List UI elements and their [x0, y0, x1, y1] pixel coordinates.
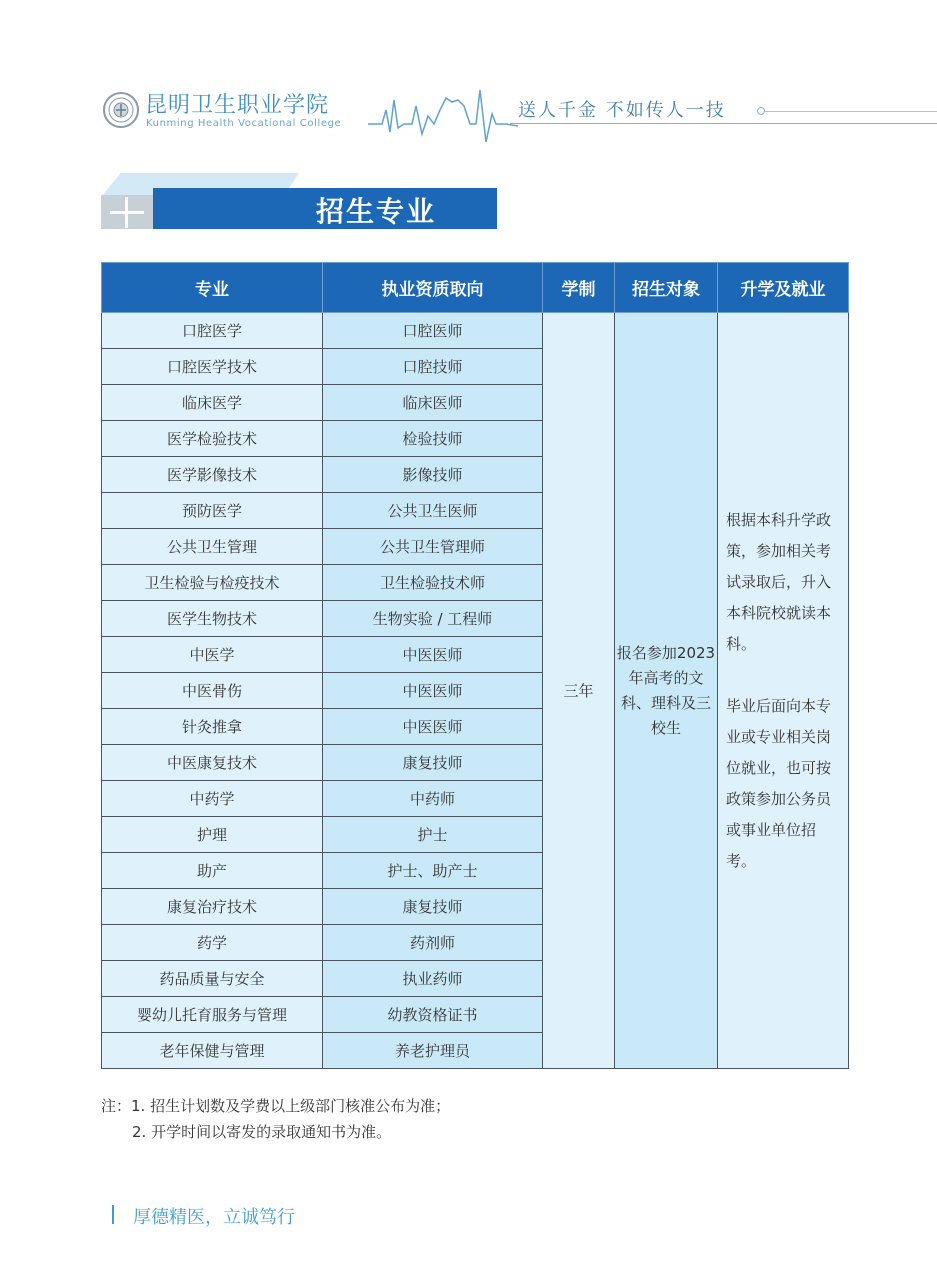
duration-cell: 三年 — [543, 313, 615, 1069]
major-cell: 中医骨伤 — [102, 673, 323, 709]
qualification-cell: 临床医师 — [323, 385, 543, 421]
header-qualification: 执业资质取向 — [323, 263, 543, 313]
target-cell: 报名参加2023年高考的文科、理科及三校生 — [615, 313, 718, 1069]
major-cell: 中药学 — [102, 781, 323, 817]
qualification-cell: 公共卫生医师 — [323, 493, 543, 529]
header-major: 专业 — [102, 263, 323, 313]
qualification-cell: 护士、助产士 — [323, 853, 543, 889]
table-row — [102, 313, 849, 349]
qualification-cell: 中医医师 — [323, 673, 543, 709]
section-title: 招生专业 — [316, 195, 437, 228]
qualification-cell: 养老护理员 — [323, 1033, 543, 1069]
major-cell: 医学生物技术 — [102, 601, 323, 637]
slogan-underline — [510, 123, 937, 124]
note-text-1: 1. 招生计划数及学费以上级部门核准公布为准； — [131, 1097, 451, 1115]
qualification-cell: 口腔医师 — [323, 313, 543, 349]
major-cell: 公共卫生管理 — [102, 529, 323, 565]
note-text-2: 2. 开学时间以寄发的录取通知书为准。 — [132, 1123, 392, 1141]
table-header-row — [102, 263, 849, 313]
header-target: 招生对象 — [615, 263, 718, 313]
note-line-1 — [101, 1093, 450, 1119]
note-label: 注： — [101, 1097, 132, 1115]
major-cell: 卫生检验与检疫技术 — [102, 565, 323, 601]
slogan-tail-line — [765, 111, 937, 112]
major-cell: 康复治疗技术 — [102, 889, 323, 925]
major-cell: 中医学 — [102, 637, 323, 673]
qualification-cell: 公共卫生管理师 — [323, 529, 543, 565]
majors-table — [101, 262, 849, 1069]
major-cell: 护理 — [102, 817, 323, 853]
major-cell: 医学检验技术 — [102, 421, 323, 457]
qualification-cell: 中医医师 — [323, 709, 543, 745]
major-cell: 助产 — [102, 853, 323, 889]
slogan-dot-icon — [757, 107, 765, 115]
slogan: 送人千金 不如传人一技 — [518, 100, 726, 121]
qualification-cell: 药剂师 — [323, 925, 543, 961]
major-cell: 口腔医学 — [102, 313, 323, 349]
qualification-cell: 康复技师 — [323, 745, 543, 781]
major-cell: 药品质量与安全 — [102, 961, 323, 997]
career-paragraph-1: 根据本科升学政策，参加相关考试录取后，升入本科院校就读本科。 — [726, 510, 832, 653]
major-cell: 中医康复技术 — [102, 745, 323, 781]
major-cell: 口腔医学技术 — [102, 349, 323, 385]
major-cell: 针灸推拿 — [102, 709, 323, 745]
qualification-cell: 幼教资格证书 — [323, 997, 543, 1033]
qualification-cell: 中医医师 — [323, 637, 543, 673]
school-name: 昆明卫生职业学院 — [145, 93, 330, 118]
qualification-cell: 卫生检验技术师 — [323, 565, 543, 601]
major-cell: 预防医学 — [102, 493, 323, 529]
header-career: 升学及就业 — [718, 263, 849, 313]
qualification-cell: 生物实验 / 工程师 — [323, 601, 543, 637]
header-duration: 学制 — [543, 263, 615, 313]
major-cell: 老年保健与管理 — [102, 1033, 323, 1069]
qualification-cell: 中药师 — [323, 781, 543, 817]
notes — [101, 1093, 450, 1145]
qualification-cell: 口腔技师 — [323, 349, 543, 385]
career-cell — [718, 313, 849, 1069]
footer-divider — [112, 1205, 114, 1224]
major-cell: 医学影像技术 — [102, 457, 323, 493]
heartbeat-ecg-icon — [368, 80, 518, 146]
major-cell: 婴幼儿托育服务与管理 — [102, 997, 323, 1033]
major-cell: 临床医学 — [102, 385, 323, 421]
major-cell: 药学 — [102, 925, 323, 961]
career-paragraph-2: 毕业后面向本专业或专业相关岗位就业，也可按政策参加公务员或事业单位招考。 — [726, 696, 832, 870]
qualification-cell: 护士 — [323, 817, 543, 853]
school-name-en: Kunming Health Vocational College — [146, 118, 342, 129]
qualification-cell: 检验技师 — [323, 421, 543, 457]
plus-icon — [101, 195, 153, 229]
qualification-cell: 康复技师 — [323, 889, 543, 925]
school-seal-icon — [103, 92, 139, 128]
qualification-cell: 影像技师 — [323, 457, 543, 493]
qualification-cell: 执业药师 — [323, 961, 543, 997]
footer-motto: 厚德精医，立诚笃行 — [133, 1207, 295, 1228]
